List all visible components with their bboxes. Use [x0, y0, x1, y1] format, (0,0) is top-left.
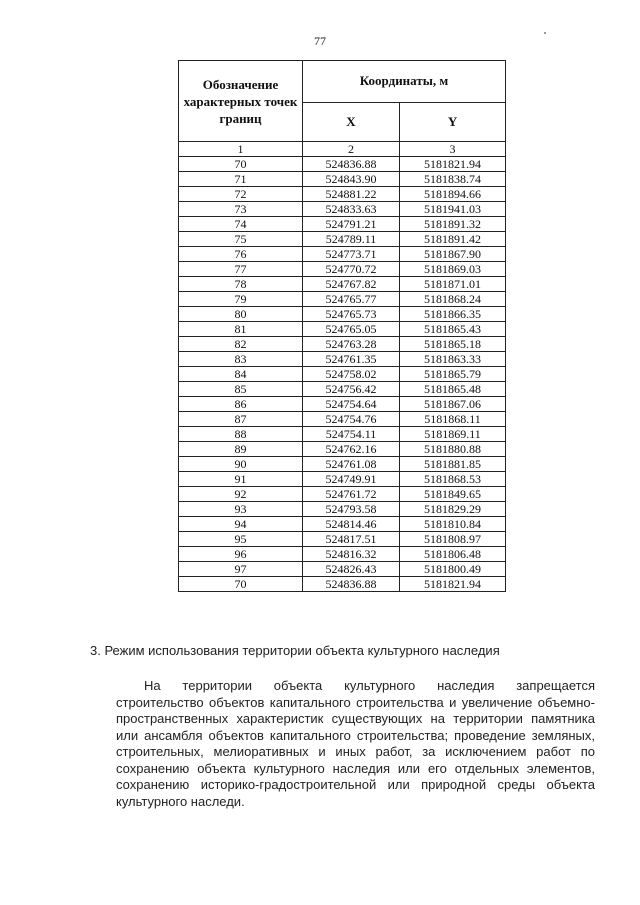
cell-y: 5181868.24 — [400, 292, 506, 307]
cell-point: 91 — [179, 472, 303, 487]
cell-x: 524763.28 — [303, 337, 400, 352]
cell-y: 5181829.29 — [400, 502, 506, 517]
table-row — [179, 487, 506, 502]
column-numbering-row — [179, 142, 506, 157]
cell-point: 74 — [179, 217, 303, 232]
cell-x: 524756.42 — [303, 382, 400, 397]
cell-point: 97 — [179, 562, 303, 577]
cell-point: 95 — [179, 532, 303, 547]
table-row — [179, 397, 506, 412]
cell-y: 5181868.53 — [400, 472, 506, 487]
coordinates-table — [178, 60, 506, 592]
table-row — [179, 337, 506, 352]
cell-y: 5181821.94 — [400, 157, 506, 172]
cell-point: 70 — [179, 157, 303, 172]
cell-point: 79 — [179, 292, 303, 307]
cell-y: 5181869.11 — [400, 427, 506, 442]
cell-x: 524836.88 — [303, 157, 400, 172]
cell-point: 83 — [179, 352, 303, 367]
cell-point: 84 — [179, 367, 303, 382]
table-row — [179, 472, 506, 487]
table-row — [179, 577, 506, 592]
table-row — [179, 217, 506, 232]
cell-point: 78 — [179, 277, 303, 292]
cell-point: 92 — [179, 487, 303, 502]
column-number: 1 — [179, 142, 303, 157]
column-number: 3 — [400, 142, 506, 157]
table-row — [179, 277, 506, 292]
cell-y: 5181941.03 — [400, 202, 506, 217]
header-y: Y — [400, 102, 506, 142]
table-row — [179, 187, 506, 202]
cell-point: 76 — [179, 247, 303, 262]
table-row — [179, 412, 506, 427]
cell-x: 524816.32 — [303, 547, 400, 562]
cell-point: 75 — [179, 232, 303, 247]
cell-point: 80 — [179, 307, 303, 322]
cell-x: 524761.35 — [303, 352, 400, 367]
cell-x: 524767.82 — [303, 277, 400, 292]
page-number: 77 — [314, 34, 326, 48]
cell-x: 524761.72 — [303, 487, 400, 502]
cell-y: 5181865.79 — [400, 367, 506, 382]
scan-speck — [544, 32, 546, 34]
cell-y: 5181894.66 — [400, 187, 506, 202]
cell-y: 5181865.18 — [400, 337, 506, 352]
cell-point: 86 — [179, 397, 303, 412]
table-row — [179, 232, 506, 247]
cell-x: 524765.77 — [303, 292, 400, 307]
paragraph-text: На территории объекта культурного наследия запрещается строительство объектов капитального строительства и увеличение объемно-пространственных характеристик существующих на территории памятника или ансамбля объектов капитального строительства; проведение земляных, строительных, мелиоративных и иных работ, за исключением работ по сохранению объекта культурного наследия или его отдельных элементов, сохранению историко-градостроительной или природной среды объекта культурного наследи. — [116, 678, 595, 809]
cell-x: 524814.46 — [303, 517, 400, 532]
cell-x: 524754.64 — [303, 397, 400, 412]
cell-y: 5181838.74 — [400, 172, 506, 187]
table-row — [179, 157, 506, 172]
cell-x: 524770.72 — [303, 262, 400, 277]
cell-point: 70 — [179, 577, 303, 592]
cell-y: 5181800.49 — [400, 562, 506, 577]
cell-x: 524817.51 — [303, 532, 400, 547]
cell-y: 5181808.97 — [400, 532, 506, 547]
table-row — [179, 427, 506, 442]
cell-point: 72 — [179, 187, 303, 202]
cell-y: 5181867.90 — [400, 247, 506, 262]
cell-x: 524762.16 — [303, 442, 400, 457]
cell-y: 5181865.48 — [400, 382, 506, 397]
cell-x: 524836.88 — [303, 577, 400, 592]
table-row — [179, 457, 506, 472]
cell-y: 5181891.32 — [400, 217, 506, 232]
table-row — [179, 547, 506, 562]
cell-x: 524761.08 — [303, 457, 400, 472]
table-row — [179, 292, 506, 307]
cell-x: 524773.71 — [303, 247, 400, 262]
cell-y: 5181863.33 — [400, 352, 506, 367]
cell-y: 5181871.01 — [400, 277, 506, 292]
cell-y: 5181806.48 — [400, 547, 506, 562]
cell-point: 88 — [179, 427, 303, 442]
cell-point: 96 — [179, 547, 303, 562]
cell-point: 94 — [179, 517, 303, 532]
section-title: 3. Режим использования территории объекта культурного наследия — [90, 643, 500, 658]
cell-x: 524765.73 — [303, 307, 400, 322]
cell-point: 87 — [179, 412, 303, 427]
cell-y: 5181881.85 — [400, 457, 506, 472]
table-row — [179, 532, 506, 547]
table-row — [179, 352, 506, 367]
header-coordinates: Координаты, м — [303, 61, 506, 103]
cell-y: 5181810.84 — [400, 517, 506, 532]
cell-y: 5181880.88 — [400, 442, 506, 457]
cell-y: 5181866.35 — [400, 307, 506, 322]
cell-y: 5181867.06 — [400, 397, 506, 412]
cell-x: 524791.21 — [303, 217, 400, 232]
cell-y: 5181891.42 — [400, 232, 506, 247]
cell-point: 81 — [179, 322, 303, 337]
table-row — [179, 322, 506, 337]
cell-y: 5181868.11 — [400, 412, 506, 427]
table-row — [179, 307, 506, 322]
cell-point: 93 — [179, 502, 303, 517]
cell-y: 5181849.65 — [400, 487, 506, 502]
column-number: 2 — [303, 142, 400, 157]
cell-point: 89 — [179, 442, 303, 457]
cell-point: 90 — [179, 457, 303, 472]
cell-x: 524826.43 — [303, 562, 400, 577]
cell-x: 524843.90 — [303, 172, 400, 187]
cell-x: 524881.22 — [303, 187, 400, 202]
cell-y: 5181821.94 — [400, 577, 506, 592]
table-row — [179, 562, 506, 577]
table-row — [179, 502, 506, 517]
table-row — [179, 262, 506, 277]
cell-x: 524765.05 — [303, 322, 400, 337]
cell-point: 73 — [179, 202, 303, 217]
section-paragraph — [116, 678, 595, 810]
cell-y: 5181869.03 — [400, 262, 506, 277]
table-row — [179, 172, 506, 187]
cell-x: 524758.02 — [303, 367, 400, 382]
table-row — [179, 517, 506, 532]
header-point-designation: Обозначение характерных точек границ — [179, 61, 303, 142]
cell-x: 524789.11 — [303, 232, 400, 247]
header-x: X — [303, 102, 400, 142]
cell-y: 5181865.43 — [400, 322, 506, 337]
cell-x: 524754.11 — [303, 427, 400, 442]
cell-point: 71 — [179, 172, 303, 187]
table-row — [179, 382, 506, 397]
cell-point: 77 — [179, 262, 303, 277]
cell-point: 85 — [179, 382, 303, 397]
table-row — [179, 367, 506, 382]
cell-x: 524749.91 — [303, 472, 400, 487]
cell-x: 524754.76 — [303, 412, 400, 427]
cell-point: 82 — [179, 337, 303, 352]
table-row — [179, 202, 506, 217]
table-row — [179, 247, 506, 262]
table-row — [179, 442, 506, 457]
cell-x: 524833.63 — [303, 202, 400, 217]
cell-x: 524793.58 — [303, 502, 400, 517]
